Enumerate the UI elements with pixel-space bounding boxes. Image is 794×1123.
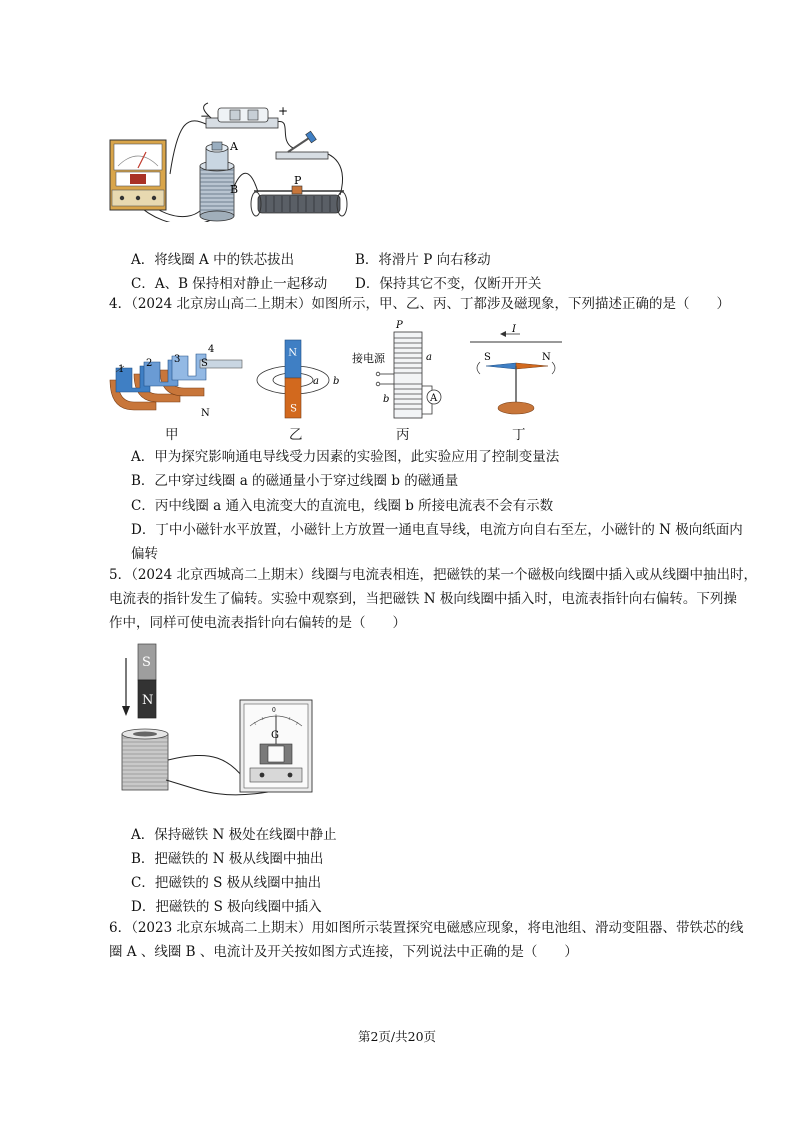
yi-label-n: N <box>288 345 297 356</box>
label-plus: + <box>278 104 289 118</box>
q4-option-a: A．甲为探究影响通电导线受力因素的实验图，此实验应用了控制变量法 <box>131 449 560 465</box>
q4-figure-bing <box>350 318 450 422</box>
q5-option-d: D．把磁铁的 S 极向线圈中插入 <box>131 899 322 915</box>
yi-label-b: b <box>333 376 340 387</box>
jia-label-n: N <box>201 408 210 419</box>
q5-option-a: A．保持磁铁 N 极处在线圈中静止 <box>131 827 337 843</box>
label-b: B <box>230 183 239 196</box>
label-a: A <box>230 140 238 153</box>
q5-label-g: G <box>271 730 279 741</box>
q5-stem-line-1: 5．（2024 北京西城高二上期末）线圈与电流表相连，把磁铁的某一个磁极向线圈中插入或从线圈中抽出时， <box>109 567 757 583</box>
jia-label-3: 3 <box>174 354 181 365</box>
q5-label-s: S <box>142 655 151 670</box>
q3-option-d: D．保持其它不变，仅断开开关 <box>355 276 542 292</box>
q3-option-c: C．A、B 保持相对静止一起移动 <box>131 276 328 292</box>
q5-induction-figure <box>110 640 320 800</box>
needle-n <box>516 363 548 369</box>
bing-label-meter: A <box>430 393 438 404</box>
q5-label-zero: 0 <box>272 707 276 714</box>
solenoid-coil <box>122 729 168 790</box>
jia-label-4: 4 <box>208 344 215 355</box>
q5-stem-line-2: 电流表的指针发生了偏转。实验中观察到，当把磁铁 N 极向线圈中插入时，电流表指针向右偏转。下列操 <box>109 591 737 607</box>
q4-figure-ding <box>462 320 572 420</box>
q4-option-d: D．丁中小磁针水平放置，小磁针上方放置一通电直导线，电流方向自右至左，小磁针的 N 极向纸面内 <box>131 522 743 538</box>
q3-circuit-figure <box>108 100 358 222</box>
q4-option-d-cont: 偏转 <box>131 546 158 562</box>
label-minus: − <box>200 109 211 123</box>
yi-label-a: a <box>313 376 319 387</box>
q6-stem-line-1: 6．（2023 北京东城高二上期末）用如图所示装置探究电磁感应现象，将电池组、滑动变阻器、带铁芯的线 <box>109 920 744 936</box>
bing-label-b: b <box>383 394 390 405</box>
caption-yi: 乙 <box>289 427 303 443</box>
bing-label-p: P <box>396 320 403 331</box>
q6-stem-line-2: 圈 A 、线圈 B 、电流计及开关按如图方式连接，下列说法中正确的是（ ） <box>109 944 578 960</box>
bing-label-power: 接电源 <box>352 352 385 365</box>
caption-jia: 甲 <box>165 427 179 443</box>
q5-option-b: B．把磁铁的 N 极从线圈中抽出 <box>131 851 324 867</box>
q5-stem-line-3: 作中，同样可使电流表指针向右偏转的是（ ） <box>109 615 406 631</box>
ding-label-i: I <box>512 324 516 335</box>
q4-option-c: C．丙中线圈 a 通入电流变大的直流电，线圈 b 所接电流表不会有示数 <box>131 498 554 514</box>
q3-option-b: B．将滑片 P 向右移动 <box>355 252 491 268</box>
caption-ding: 丁 <box>512 427 526 443</box>
q5-option-c: C．把磁铁的 S 极从线圈中抽出 <box>131 875 322 891</box>
q3-option-a: A．将线圈 A 中的铁芯拔出 <box>131 252 295 268</box>
q4-figure-jia <box>104 340 244 420</box>
rheostat <box>251 186 347 216</box>
q4-figure-yi <box>255 338 345 422</box>
q4-option-b: B．乙中穿过线圈 a 的磁通量小于穿过线圈 b 的磁通量 <box>131 473 459 489</box>
needle-s <box>486 363 516 369</box>
jia-label-s: S <box>201 358 208 369</box>
ding-label-n: N <box>542 352 551 363</box>
galvanometer <box>240 700 312 792</box>
battery <box>206 108 278 128</box>
jia-label-1: 1 <box>118 364 125 375</box>
label-p: P <box>294 174 302 187</box>
jia-label-2: 2 <box>146 358 153 369</box>
yi-label-s: S <box>290 401 297 412</box>
bing-label-a: a <box>426 352 432 363</box>
caption-bing: 丙 <box>396 427 410 443</box>
coil-a <box>206 142 228 170</box>
switch <box>276 131 328 159</box>
page-footer: 第2页/共20页 <box>357 1029 437 1044</box>
needle-stand <box>498 402 534 414</box>
ding-label-s: S <box>484 352 491 363</box>
q4-stem: 4．（2024 北京房山高二上期末）如图所示，甲、乙、丙、丁都涉及磁现象，下列描述正确的是（ ） <box>109 296 730 312</box>
q5-label-n: N <box>142 693 154 708</box>
